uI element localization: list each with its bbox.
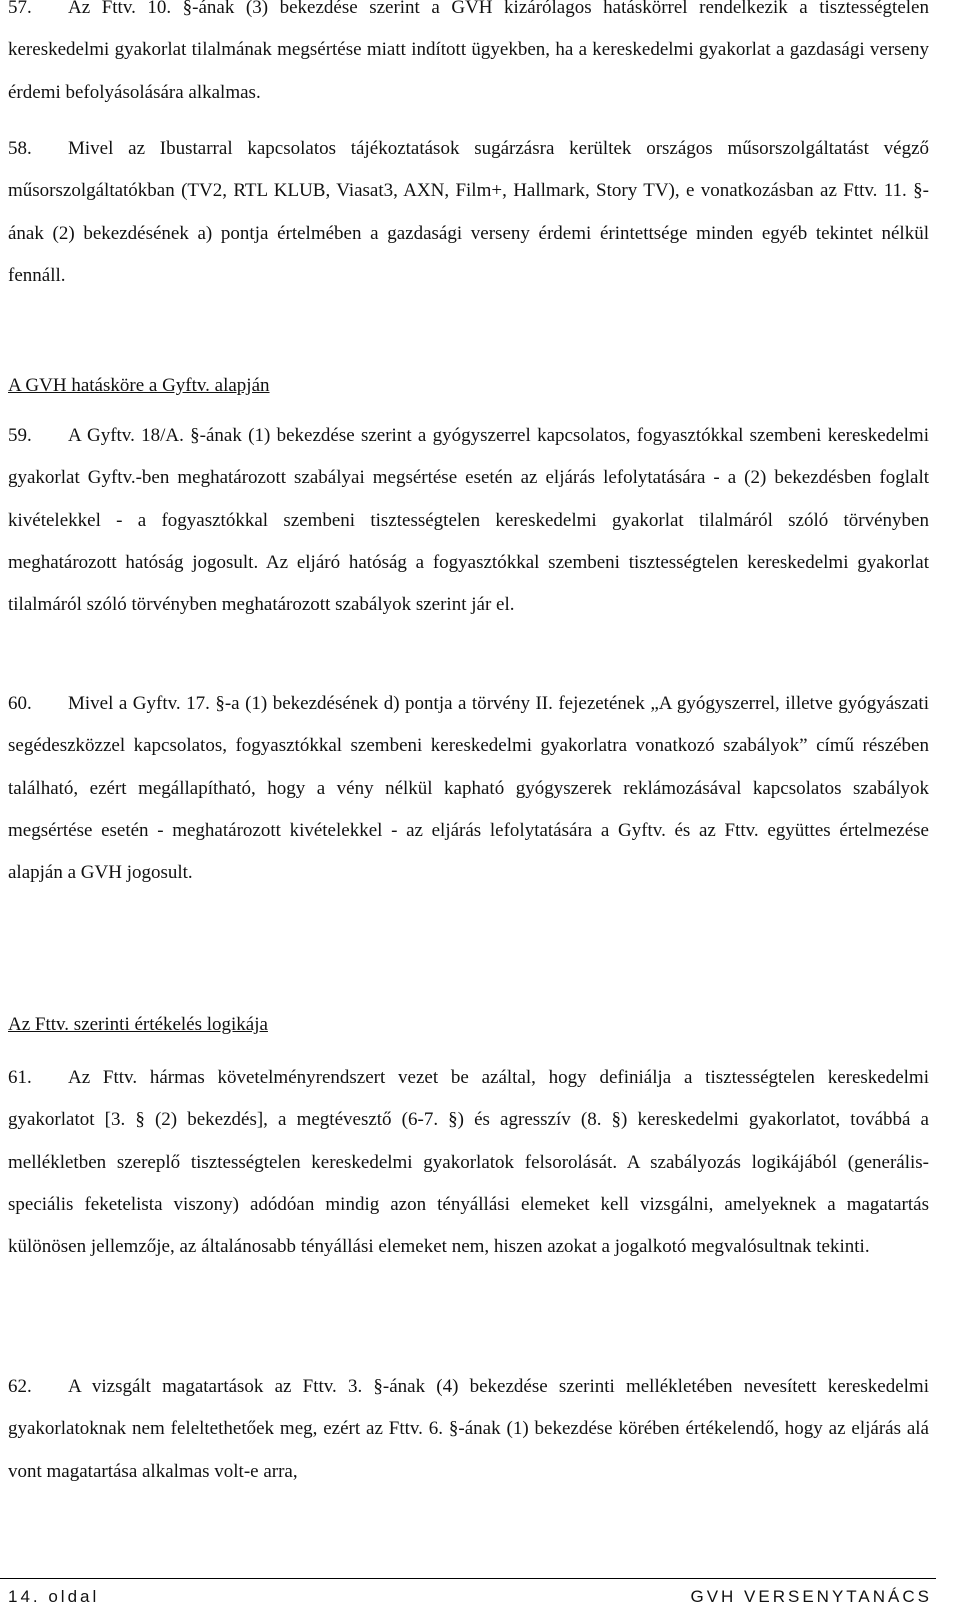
paragraph-number: 57. (8, 0, 32, 18)
paragraph-number: 59. (8, 425, 32, 446)
paragraph-text: A vizsgált magatartások az Fttv. 3. §-ának (4) bekezdése szerinti mellékletében nevesített kereskedelmi gyakorlatoknak nem feleltethetőek meg, ezért az Fttv. 6. §-ának (1) bekezdése körében értékelendő, hogy az eljárás alá vont magatartása alkalmas volt-e arra, (8, 1376, 929, 1482)
paragraph-text: Mivel az Ibustarral kapcsolatos tájékoztatások sugárzásra kerültek országos műsorszolgáltatást végző műsorszolgáltatókban (TV2, RTL KLUB, Viasat3, AXN, Film+, Hallmark, Story TV), e vonatkozásban az Fttv. 11. §-ának (2) bekezdésének a) pontja értelmében a gazdasági verseny érdemi érintettsége minden egyéb tekintet nélkül fennáll. (8, 138, 929, 286)
section-heading-fttv-logic: Az Fttv. szerinti értékelés logikája (8, 1014, 268, 1035)
footer-divider (0, 1578, 936, 1579)
paragraph-text: Az Fttv. 10. §-ának (3) bekezdése szerint a GVH kizárólagos hatáskörrel rendelkezik a tisztességtelen kereskedelmi gyakorlat tilalmának megsértése miatt indított ügyekben, ha a kereskedelmi gyakorlat a gazdasági verseny érdemi befolyásolására alkalmas. (8, 0, 929, 103)
paragraph-number: 60. (8, 693, 32, 714)
paragraph-text: A Gyftv. 18/A. §-ának (1) bekezdése szerint a gyógyszerrel kapcsolatos, fogyasztókkal szembeni kereskedelmi gyakorlat Gyftv.-ben meghatározott szabályai megsértése esetén az eljárás lefolytatására - a (2) bekezdésben foglalt kivételekkel - a fogyasztókkal szembeni tisztességtelen kereskedelmi gyakorlat tilalmáról szóló törvényben meghatározott hatóság jogosult. Az eljáró hatóság a fogyasztókkal szembeni tisztességtelen kereskedelmi gyakorlat tilalmáról szóló törvényben meghatározott szabályok szerint jár el. (8, 425, 929, 616)
paragraph-58 (8, 128, 929, 297)
paragraph-61 (8, 1057, 929, 1268)
paragraph-60 (8, 683, 929, 894)
paragraph-57 (8, 0, 929, 114)
paragraph-62 (8, 1366, 929, 1493)
paragraph-59 (8, 415, 929, 626)
paragraph-number: 62. (8, 1376, 32, 1397)
paragraph-number: 58. (8, 138, 32, 159)
section-heading-gvh-jurisdiction: A GVH hatásköre a Gyftv. alapján (8, 375, 270, 396)
paragraph-number: 61. (8, 1067, 32, 1088)
paragraph-text: Az Fttv. hármas követelményrendszert vezet be azáltal, hogy definiálja a tisztességtelen kereskedelmi gyakorlatot [3. § (2) bekezdés], a megtévesztő (6-7. §) és agresszív (8. §) kereskedelmi gyakorlatot, továbbá a mellékletben szereplő tisztességtelen kereskedelmi gyakorlatok felsorolását. A szabályozás logikájából (generális-speciális feketelista viszony) adódóan mindig azon tényállási elemeket kell vizsgálni, amelyeknek a magatartás különösen jellemzője, az általánosabb tényállási elemeket nem, hiszen azokat a jogalkotó megvalósultnak tekinti. (8, 1067, 929, 1258)
footer-organization: GVH VERSENYTANÁCS (690, 1587, 932, 1606)
paragraph-text: Mivel a Gyftv. 17. §-a (1) bekezdésének d) pontja a törvény II. fejezetének „A gyógyszerrel, illetve gyógyászati segédeszközzel kapcsolatos, fogyasztókkal szembeni kereskedelmi gyakorlatra vonatkozó szabályok” című részében található, ezért megállapítható, hogy a vény nélkül kapható gyógyszerek reklámozásával kapcsolatos szabályok megsértése esetén - meghatározott kivételekkel - az eljárás lefolytatására a Gyftv. és az Fttv. együttes értelmezése alapján a GVH jogosult. (8, 693, 929, 884)
footer-page-number: 14. oldal (8, 1587, 100, 1606)
